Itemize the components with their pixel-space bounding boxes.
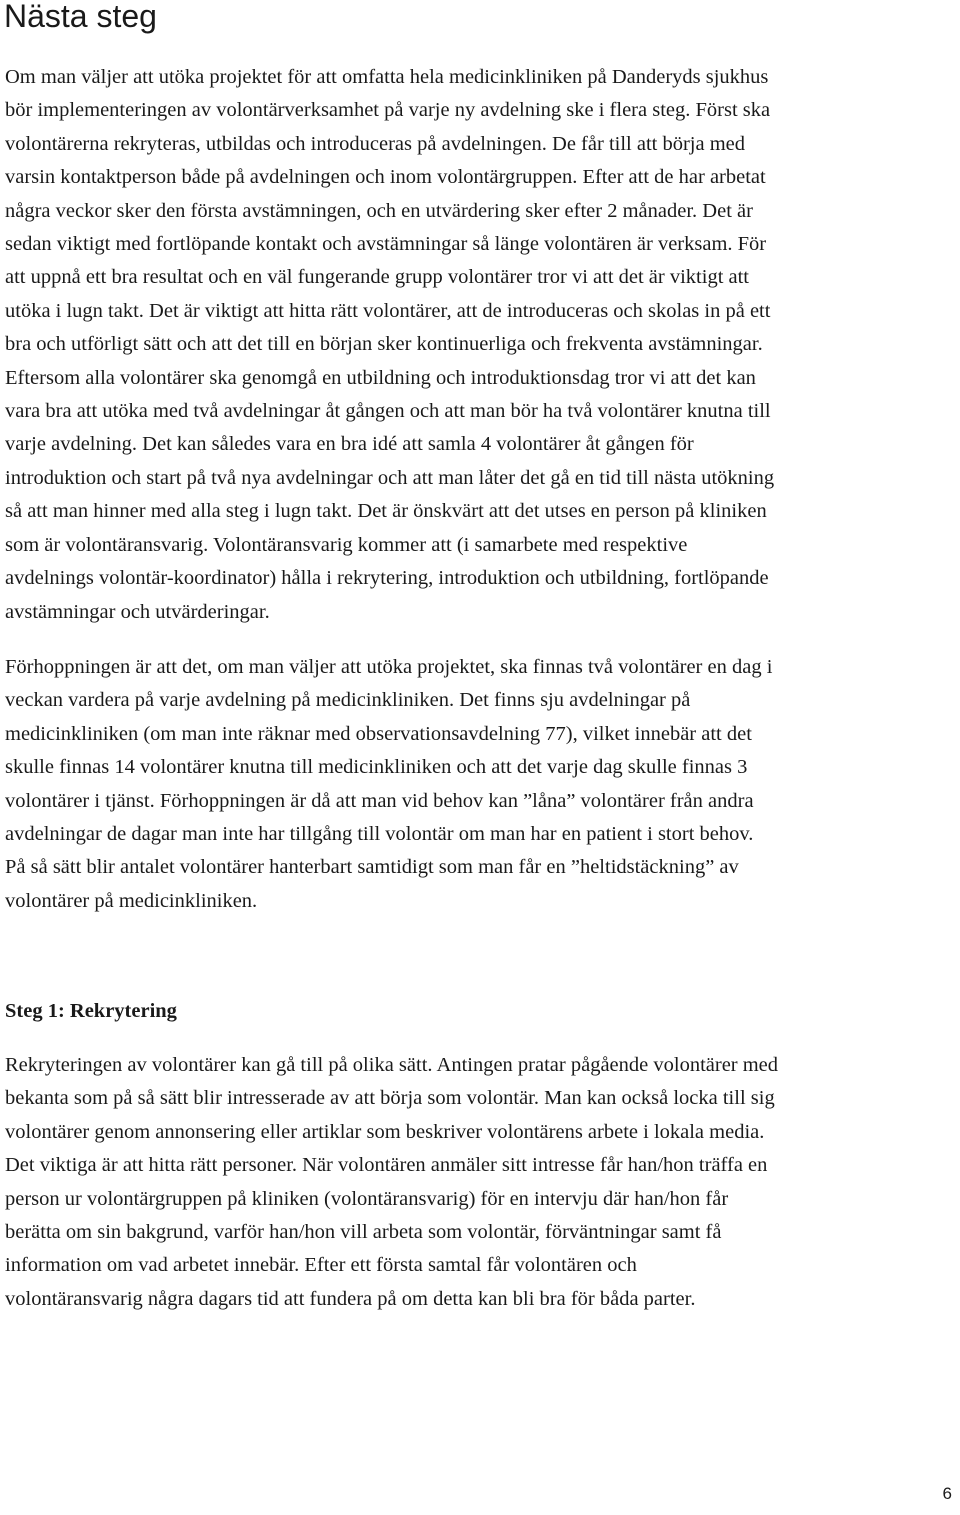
text-line: introduktion och start på två nya avdelningar och att man låter det gå en tid till nästa utökning: [5, 466, 775, 489]
text-line: att uppnå ett bra resultat och en väl fungerande grupp volontärer tror vi att det är viktigt att: [5, 266, 750, 289]
text-line: veckan vardera på varje avdelning på medicinkliniken. Det finns sju avdelningar på: [5, 689, 691, 712]
text-line: medicinkliniken (om man inte räknar med observationsavdelning 77), vilket innebär att det: [5, 722, 752, 745]
text-line: utöka i lugn takt. Det är viktigt att hitta rätt volontärer, att de introduceras och skolas in på ett: [5, 299, 771, 322]
text-line: Om man väljer att utöka projektet för att omfatta hela medicinkliniken på Danderyds sjukhus: [5, 66, 769, 88]
text-line: person ur volontärgruppen på kliniken (volontäransvarig) för en intervju där han/hon får: [5, 1187, 729, 1210]
text-line: skulle finnas 14 volontärer knutna till medicinkliniken och att det varje dag skulle finnas 3: [5, 756, 748, 779]
text-line: Förhoppningen är att det, om man väljer att utöka projektet, ska finnas två volontärer en dag i: [5, 656, 773, 678]
text-line: bra och utförligt sätt och att det till en början sker kontinuerliga och frekventa avstämningar.: [5, 333, 763, 356]
text-line: bekanta som på så sätt blir intresserade av att börja som volontär. Man kan också locka till sig: [5, 1087, 775, 1110]
text-line: volontärer i tjänst. Förhoppningen är då att man vid behov kan ”låna” volontärer från andra: [5, 789, 754, 812]
paragraph-hope: [5, 651, 950, 918]
text-line: sedan viktigt med fortlöpande kontakt och avstämningar så länge volontären är verksam. För: [5, 233, 767, 256]
text-line: På så sätt blir antalet volontärer hanterbart samtidigt som man får en ”heltidstäckning” av: [5, 856, 739, 879]
text-line: information om vad arbetet innebär. Efter ett första samtal får volontären och: [5, 1254, 637, 1277]
paragraph-next-steps: [5, 61, 950, 629]
paragraph-recruitment: [5, 1049, 950, 1316]
text-line: så att man hinner med alla steg i lugn takt. Det är önskvärt att det utses en person på kliniken: [5, 500, 767, 523]
text-line: berätta om sin bakgrund, varför han/hon vill arbeta som volontär, förväntningar samt få: [5, 1221, 722, 1244]
text-line: Det viktiga är att hitta rätt personer. När volontären anmäler sitt intresse får han/hon träffa en: [5, 1154, 768, 1177]
text-line: volontäransvarig några dagars tid att fundera på om detta kan bli bra för båda parter.: [5, 1287, 696, 1310]
text-line: volontärerna rekryteras, utbildas och introduceras på avdelningen. De får till att börja med: [5, 132, 746, 155]
text-line: volontärer på medicinkliniken.: [5, 889, 258, 912]
text-line: avdelnings volontär-koordinator) hålla i rekrytering, introduktion och utbildning, fortlöpande: [5, 567, 769, 590]
text-line: Eftersom alla volontärer ska genomgå en utbildning och introduktionsdag tror vi att det kan: [5, 366, 756, 389]
text-line: några veckor sker den första avstämningen, och en utvärdering sker efter 2 månader. Det är: [5, 199, 753, 222]
page-title: Nästa steg: [4, 0, 157, 34]
text-line: avstämningar och utvärderingar.: [5, 600, 270, 623]
page-number: 6: [942, 1484, 952, 1503]
section-heading-recruitment: Steg 1: Rekrytering: [5, 1000, 177, 1022]
text-line: varje avdelning. Det kan således vara en bra idé att samla 4 volontärer åt gången för: [5, 433, 694, 456]
text-line: som är volontäransvarig. Volontäransvarig kommer att (i samarbete med respektive: [5, 533, 688, 556]
text-line: vara bra att utöka med två avdelningar åt gången och att man bör ha två volontärer knutna till: [5, 400, 771, 423]
text-line: avdelningar de dagar man inte har tillgång till volontär om man har en patient i stort behov.: [5, 823, 754, 846]
text-line: Rekryteringen av volontärer kan gå till på olika sätt. Antingen pratar pågående volontärer med: [5, 1054, 779, 1076]
text-line: bör implementeringen av volontärverksamhet på varje ny avdelning ske i flera steg. Först ska: [5, 99, 771, 122]
text-line: volontärer genom annonsering eller artiklar som beskriver volontärens arbete i lokala media.: [5, 1120, 765, 1143]
text-line: varsin kontaktperson både på avdelningen och inom volontärgruppen. Efter att de har arbetat: [5, 166, 766, 189]
